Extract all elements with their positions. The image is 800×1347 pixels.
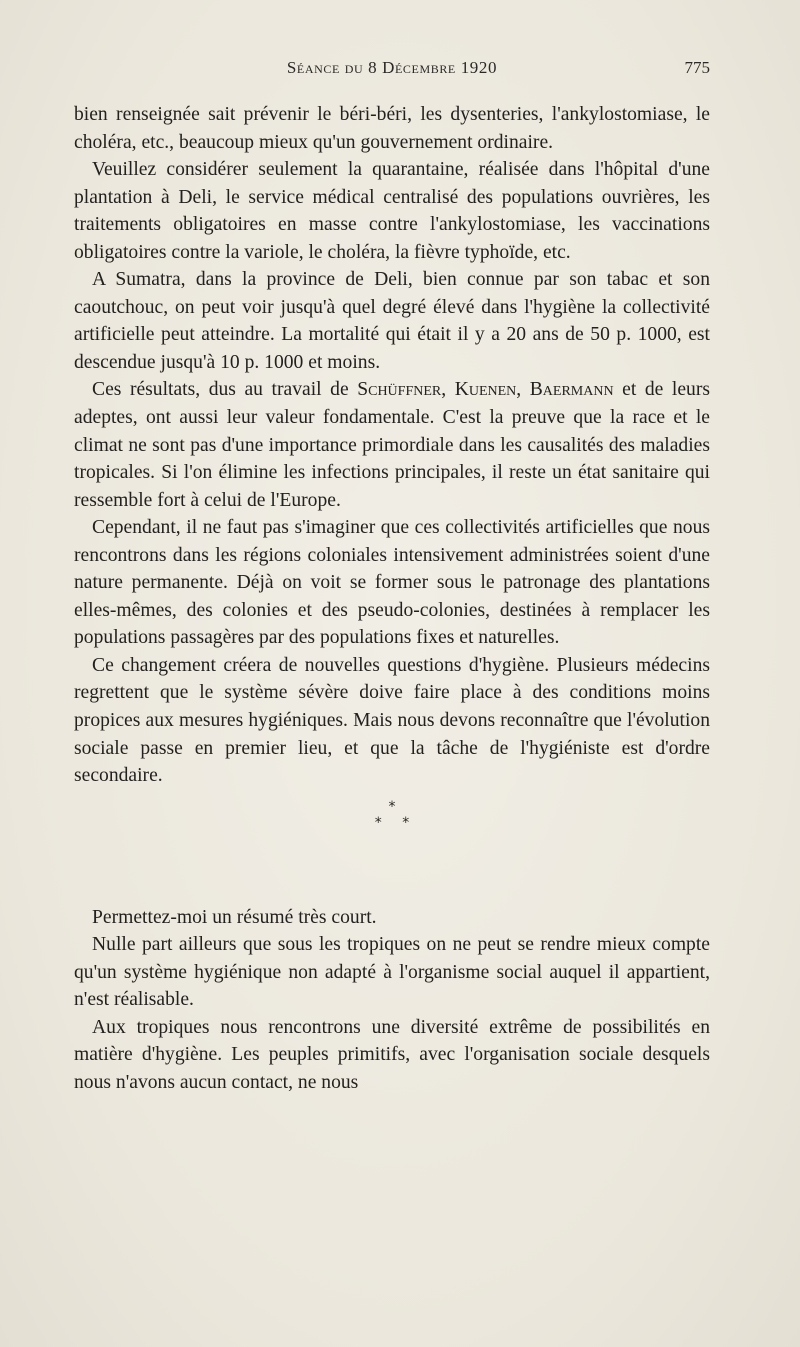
- author-names: Schüffner, Kuenen, Baermann: [357, 379, 614, 401]
- paragraph-text: A Sumatra, dans la province de Deli, bien connue par son tabac et son caoutchouc, on peut voir jusqu'à quel degré élevé dans l'hygiène la collectivité artificielle peut atteindre. La mortalité qui était il y a 20 ans de 50 p. 1000, est descendue jusqu'à 10 p. 1000 et moins.: [74, 269, 710, 373]
- asterism-bottom: * *: [374, 814, 418, 831]
- running-title: Séance du 8 Décembre 1920: [286, 58, 498, 77]
- paragraph: [74, 376, 710, 514]
- paragraph: [74, 652, 710, 790]
- paragraph: [74, 266, 710, 376]
- paragraph-text: Permettez-moi un résumé très court.: [92, 906, 377, 928]
- paragraph: [74, 101, 710, 156]
- section-separator: [74, 790, 710, 904]
- paragraph: [74, 1014, 710, 1097]
- page-number: 775: [684, 58, 710, 77]
- paragraph: [74, 904, 710, 932]
- paragraph-text: Ces résultats, dus au travail de: [92, 379, 358, 401]
- page-header: [74, 58, 710, 84]
- body-text: [74, 101, 710, 1097]
- paragraph-text: Nulle part ailleurs que sous les tropiques on ne peut se rendre mieux compte qu'un système hygiénique non adapté à l'organisme social auquel il appartient, n'est réalisable.: [74, 934, 710, 1011]
- paragraph-text: Aux tropiques nous rencontrons une diversité extrême de possibilités en matière d'hygiène. Les peuples primitifs, avec l'organisation sociale desquels nous n'avons aucun contact, ne nous: [74, 1016, 710, 1093]
- paragraph-text: Veuillez considérer seulement la quarantaine, réalisée dans l'hôpital d'une plantation à Deli, le service médical centralisé des populations ouvrières, les traitements obligatoires en masse contre l'ankylostomiase, les vaccinations obligatoires contre la variole, le choléra, la fièvre typhoïde, etc.: [74, 159, 710, 263]
- paragraph-text: Cependant, il ne faut pas s'imaginer que ces collectivités artificielles que nous rencontrons dans les régions coloniales intensivement administrées soient d'une nature permanente. Déjà on voit se former sous le patronage des plantations elles-mêmes, des colonies et des pseudo-colonies, destinées à remplacer les populations passagères par des populations fixes et naturelles.: [74, 517, 710, 649]
- paragraph: [74, 514, 710, 652]
- paragraph-text: Ce changement créera de nouvelles questions d'hygiène. Plusieurs médecins regrettent que le système sévère doive faire place à des conditions moins propices aux mesures hygiéniques. Mais nous devons reconnaître que l'évolution sociale passe en premier lieu, et que la tâche de l'hygiéniste est d'ordre secondaire.: [74, 654, 710, 787]
- paragraph-text: bien renseignée sait prévenir le béri-béri, les dysenteries, l'ankylostomiase, le choléra, etc., beaucoup mieux qu'un gouvernement ordinaire.: [74, 104, 710, 153]
- asterism-top: *: [388, 798, 396, 815]
- paragraph: [74, 156, 710, 266]
- paragraph-text: et de leurs adeptes, ont aussi leur valeur fondamentale. C'est la preuve que la race et le climat ne sont pas d'une importance primordiale dans les causalités des maladies tropicales. Si l'on élimine les infections principales, il reste un état sanitaire qui ressemble fort à celui de l'Europe.: [74, 379, 710, 511]
- paragraph: [74, 931, 710, 1014]
